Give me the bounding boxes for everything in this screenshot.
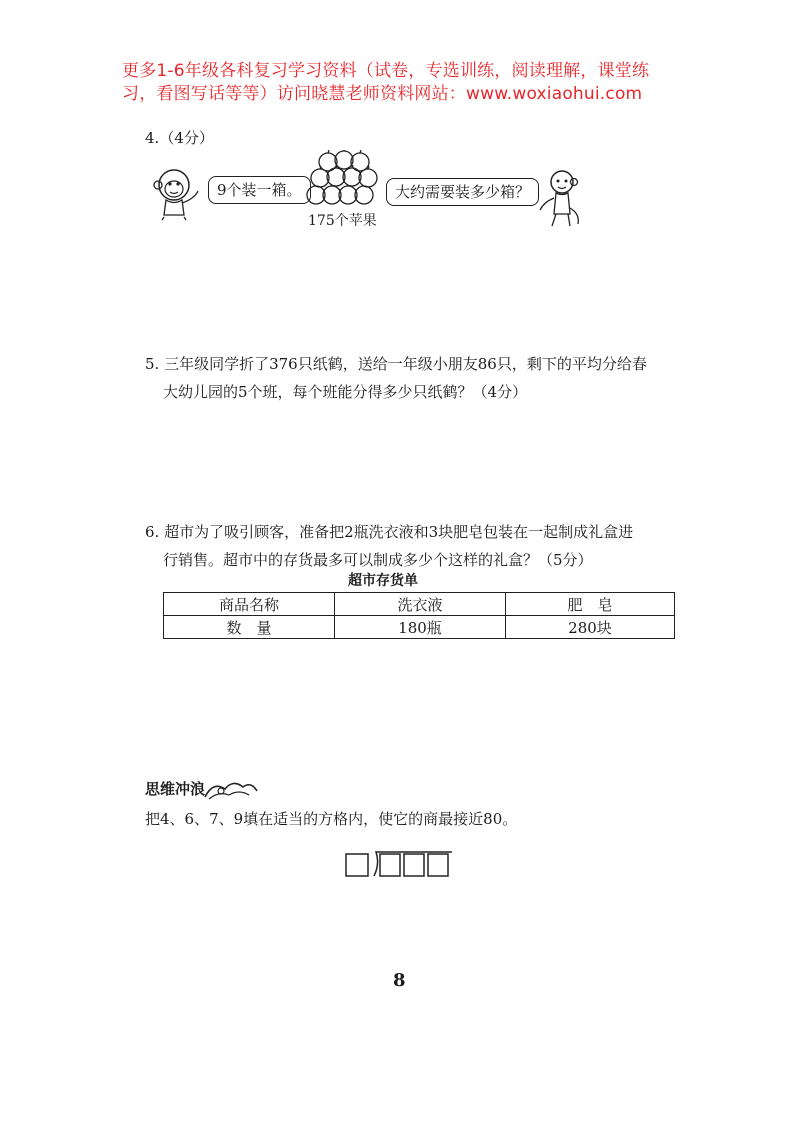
table-header-cell: 肥 皂 (506, 593, 675, 616)
divisor-box (346, 854, 368, 876)
q5-number: 5. (145, 355, 160, 373)
stock-table-wrap (163, 592, 675, 639)
table-header-cell: 洗衣液 (335, 593, 506, 616)
promo-banner (122, 60, 702, 106)
q6-number: 6. (145, 523, 160, 541)
speech-bubble-left-text: 9个装一箱。 (217, 181, 302, 199)
q5-text-line1: 三年级同学折了376只纸鹤，送给一年级小朋友86只，剩下的平均分给春 (164, 355, 647, 373)
dividend-box-2 (404, 854, 424, 876)
stock-table (163, 592, 675, 639)
q5-text-line2: 大幼儿园的5个班，每个班能分得多少只纸鹤？（4分） (163, 383, 528, 401)
table-row (164, 593, 675, 616)
q4-points: （4分） (159, 129, 214, 147)
dividend-box-1 (380, 854, 400, 876)
monkey-left-icon (150, 165, 202, 221)
q6-text-line2: 行销售。超市中的存货最多可以制成多少个这样的礼盒？（5分） (163, 551, 593, 569)
q6-line1 (145, 518, 633, 546)
promo-banner-line2: 习，看图写话等等）访问晓慧老师资料网站：www.woxiaohui.com (122, 84, 643, 104)
table-cell: 数 量 (164, 616, 335, 639)
table-cell: 280块 (506, 616, 675, 639)
dividend-box-3 (428, 854, 448, 876)
table-cell: 180瓶 (335, 616, 506, 639)
table-row (164, 616, 675, 639)
division-boxes (344, 848, 454, 882)
q4-number: 4. (145, 129, 160, 147)
q5-line1 (145, 350, 647, 378)
q6-text-line1: 超市为了吸引顾客，准备把2瓶洗衣液和3块肥皂包装在一起制成礼盒进 (164, 523, 634, 541)
thinking-title: 思维冲浪 (145, 780, 206, 798)
table-header-cell: 商品名称 (164, 593, 335, 616)
q4-header (145, 124, 214, 152)
division-bracket-icon (344, 848, 454, 878)
apples-caption: 175个苹果 (308, 213, 377, 229)
apples-pile-icon (306, 150, 380, 208)
speech-bubble-right (386, 178, 539, 206)
thinking-instruction: 把4、6、7、9填在适当的方格内，使它的商最接近80。 (145, 810, 518, 828)
stock-table-title: 超市存货单 (348, 573, 418, 589)
promo-banner-line1: 更多1-6年级各科复习学习资料（试卷，专选训练，阅读理解，课堂练 (122, 61, 650, 81)
speech-bubble-left (208, 176, 311, 204)
page-number: 8 (393, 970, 406, 991)
speech-bubble-right-text: 大约需要装多少箱？ (395, 183, 531, 201)
wave-logo-icon (203, 777, 259, 801)
monkey-right-icon (536, 168, 584, 230)
